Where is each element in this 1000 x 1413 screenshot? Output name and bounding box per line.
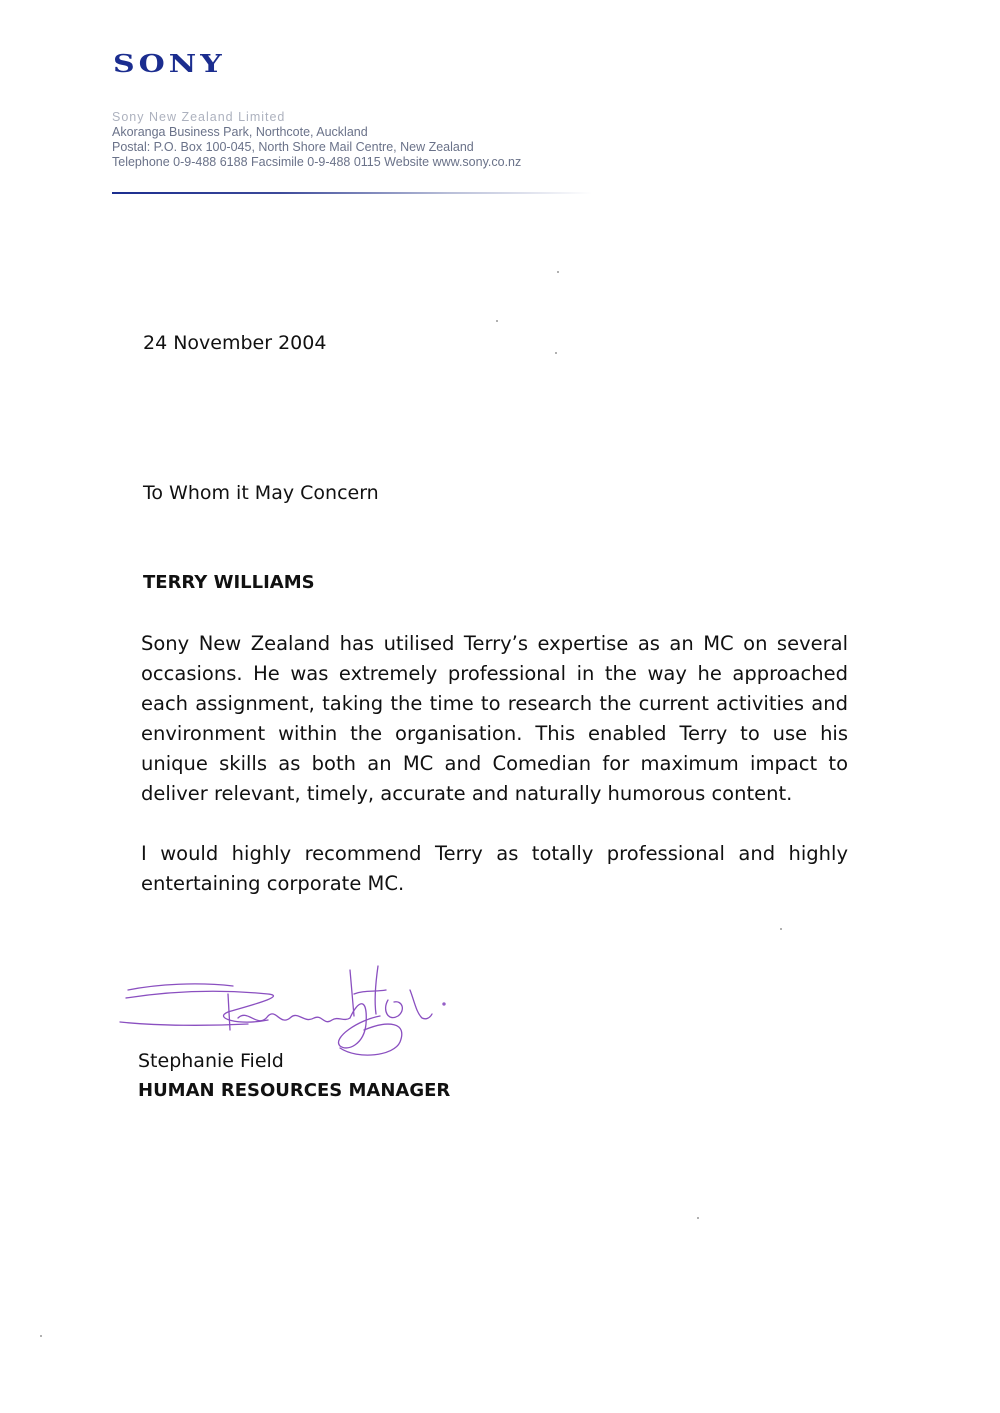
scan-speck — [496, 320, 498, 322]
scan-speck — [780, 928, 782, 930]
company-address: Akoranga Business Park, Northcote, Auckland — [112, 125, 368, 139]
scan-speck — [697, 1217, 699, 1219]
letterhead-divider — [112, 192, 592, 194]
company-name: Sony New Zealand Limited — [112, 110, 286, 124]
company-contact: Telephone 0-9-488 6188 Facsimile 0-9-488 0115 Website www.sony.co.nz — [112, 155, 522, 169]
sony-logo: SONY — [113, 50, 226, 79]
company-details — [112, 110, 672, 170]
signer-title: HUMAN RESOURCES MANAGER — [138, 1080, 451, 1101]
letter-date: 24 November 2004 — [143, 332, 327, 354]
scan-speck — [40, 1335, 42, 1337]
salutation: To Whom it May Concern — [143, 482, 379, 504]
scan-speck — [557, 271, 559, 273]
body-paragraph: Sony New Zealand has utilised Terry’s expertise as an MC on several occasions. He was extremely professional in the way he approached each assignment, taking the time to research the current activities and environment within the organisation. This enabled Terry to use his unique skills as both an MC and Comedian for maximum impact to deliver relevant, timely, accurate and naturally humorous content. — [141, 632, 848, 805]
company-postal: Postal: P.O. Box 100-045, North Shore Mail Centre, New Zealand — [112, 140, 474, 154]
signer-name: Stephanie Field — [138, 1050, 284, 1072]
body-paragraph: I would highly recommend Terry as totally professional and highly entertaining corporate MC. — [141, 842, 848, 895]
scan-speck — [555, 352, 557, 354]
letter-subject: TERRY WILLIAMS — [143, 572, 315, 593]
